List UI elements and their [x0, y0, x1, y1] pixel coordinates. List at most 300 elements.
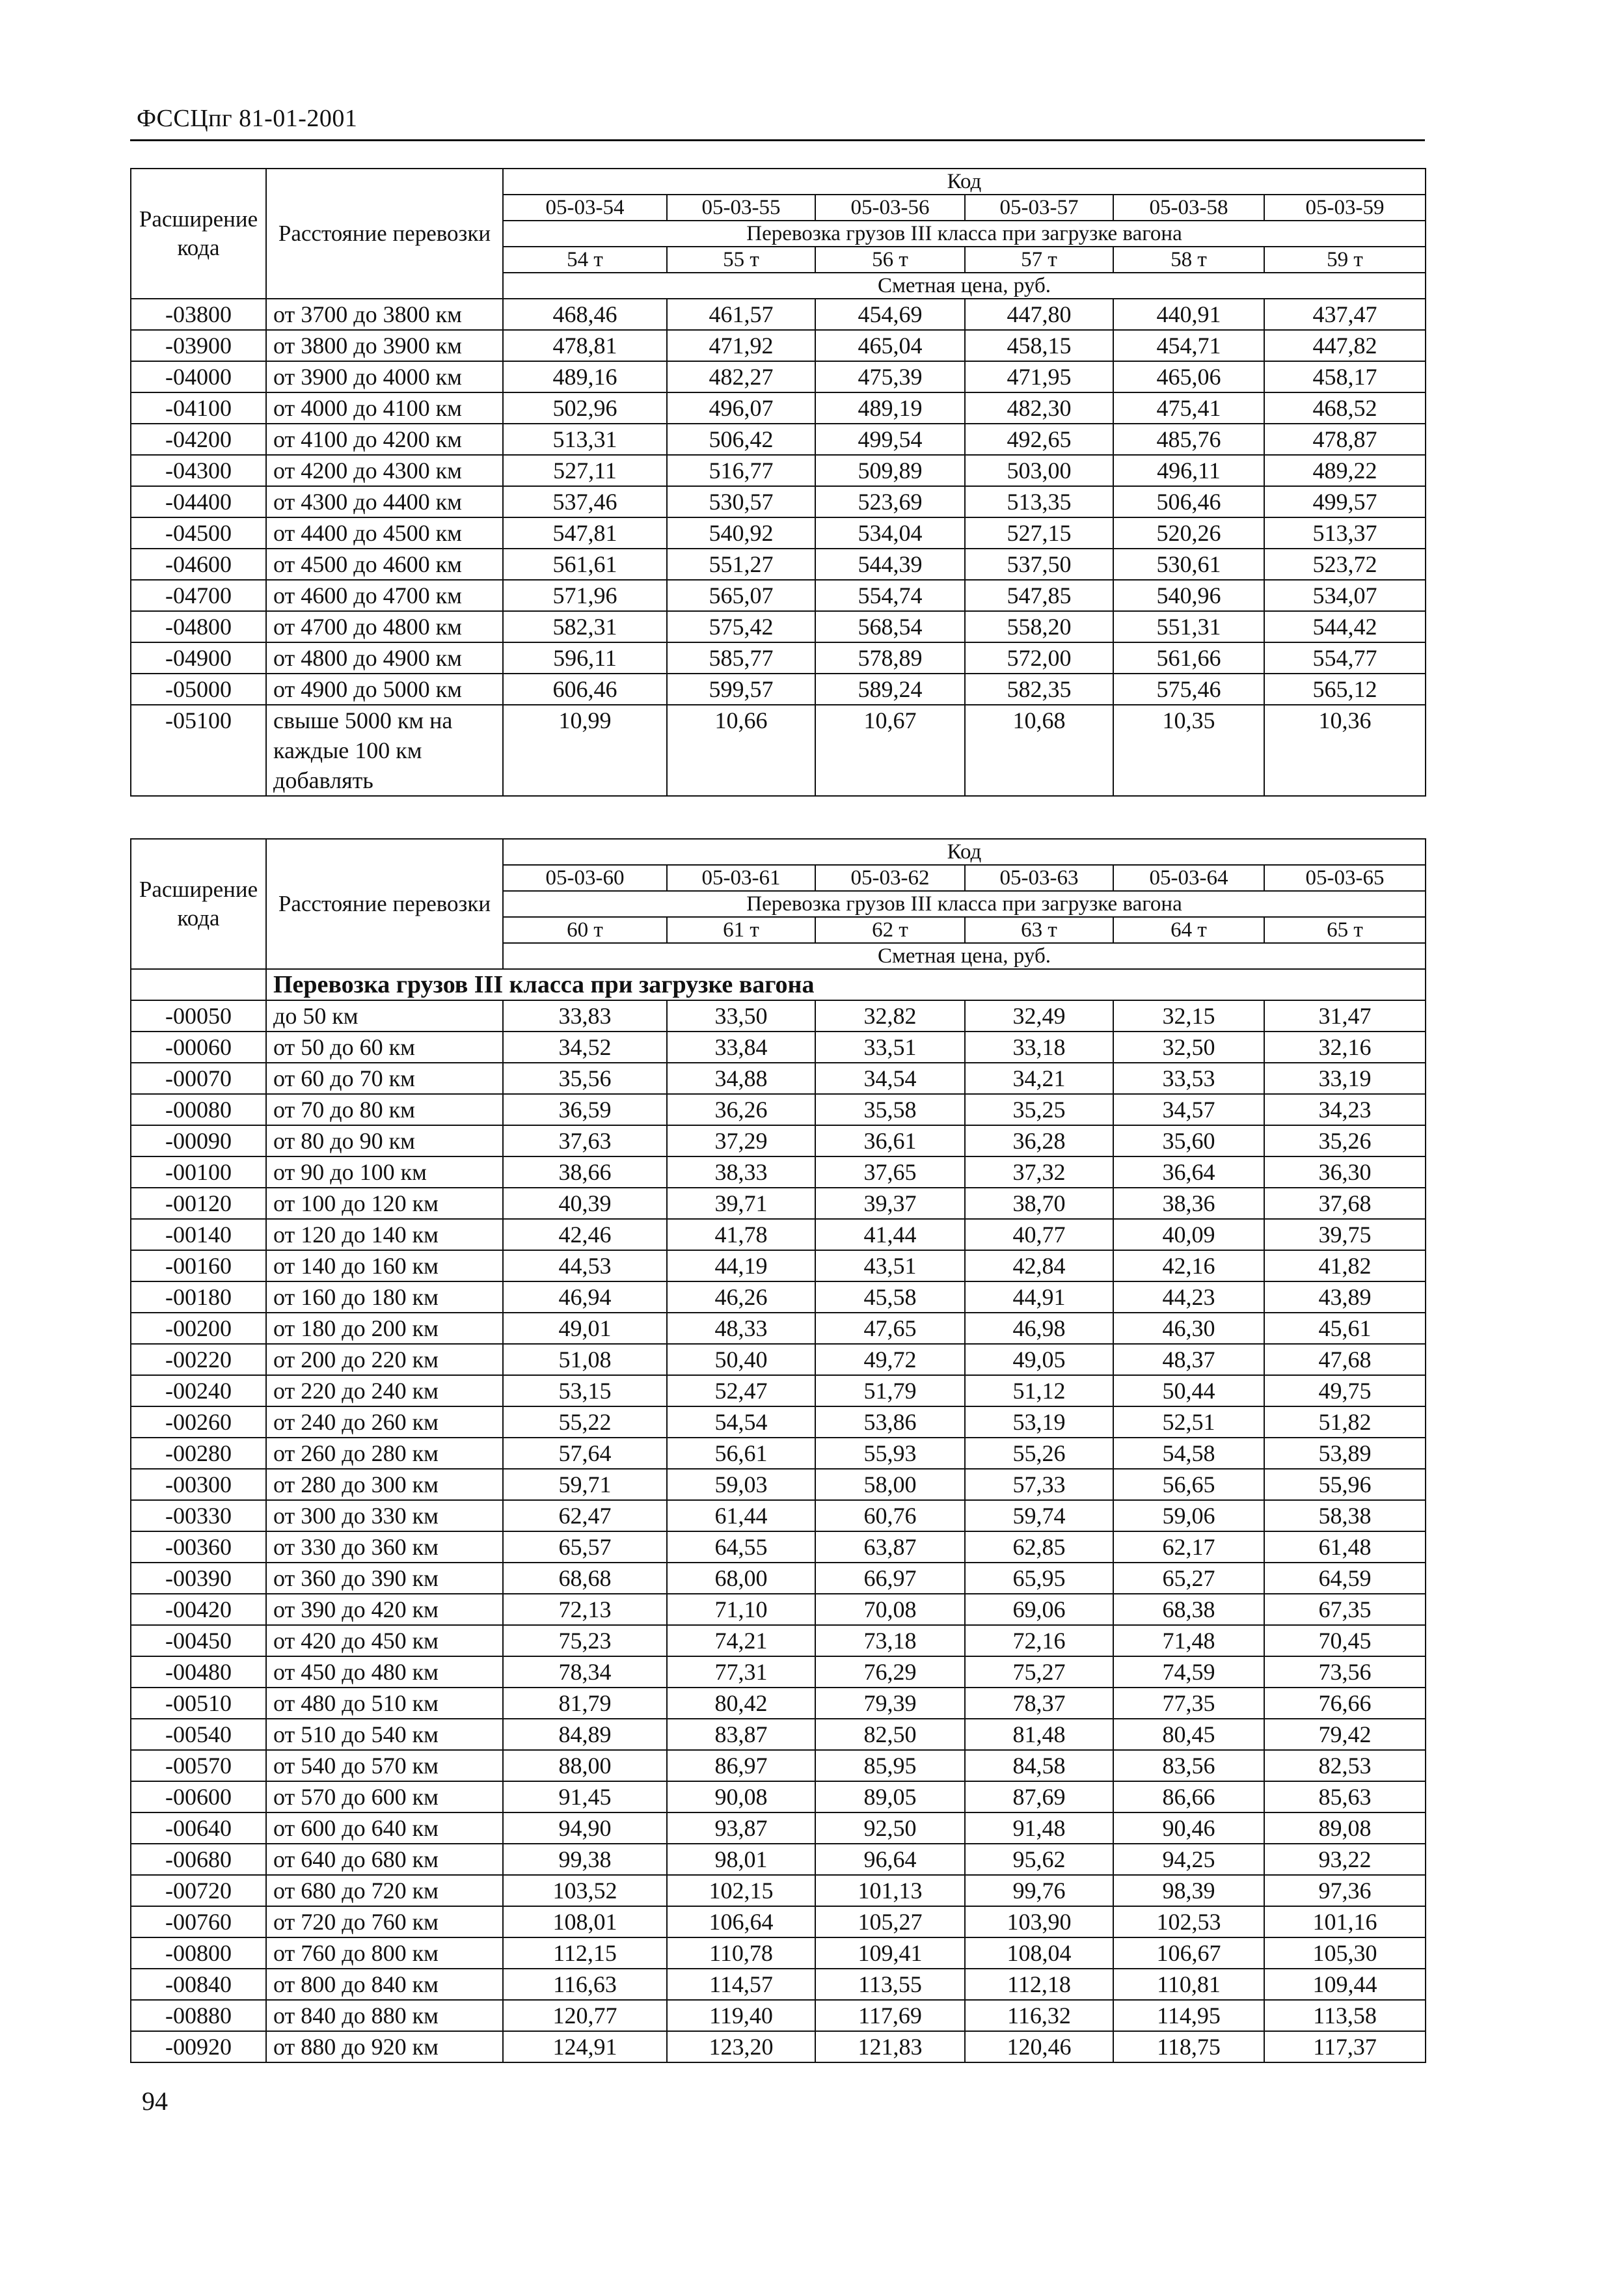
price-cell: 51,12	[965, 1375, 1113, 1406]
price-cell: 537,50	[965, 549, 1113, 580]
price-cell: 101,13	[815, 1875, 965, 1906]
load-header-cell: 64 т	[1113, 917, 1264, 943]
price-cell: 38,70	[965, 1188, 1113, 1219]
row-distance: от 4300 до 4400 км	[266, 486, 503, 517]
price-cell: 582,35	[965, 674, 1113, 705]
price-cell: 38,33	[667, 1156, 815, 1188]
row-code: -00050	[131, 1000, 266, 1032]
table-row	[131, 1156, 1426, 1188]
row-distance: от 80 до 90 км	[266, 1125, 503, 1156]
price-cell: 544,39	[815, 549, 965, 580]
price-cell: 39,75	[1264, 1219, 1426, 1250]
price-cell: 489,16	[503, 361, 667, 392]
price-header: Сметная цена, руб.	[503, 273, 1426, 299]
price-cell: 80,42	[667, 1688, 815, 1719]
price-cell: 471,95	[965, 361, 1113, 392]
price-cell: 91,45	[503, 1781, 667, 1812]
price-cell: 51,82	[1264, 1406, 1426, 1438]
price-cell: 97,36	[1264, 1875, 1426, 1906]
row-distance: от 4600 до 4700 км	[266, 580, 503, 611]
price-cell: 65,27	[1113, 1563, 1264, 1594]
price-cell: 42,16	[1113, 1250, 1264, 1281]
code-header-cell: 05-03-58	[1113, 195, 1264, 221]
row-code: -00120	[131, 1188, 266, 1219]
row-code: -04700	[131, 580, 266, 611]
price-cell: 492,65	[965, 424, 1113, 455]
price-cell: 506,42	[667, 424, 815, 455]
price-cell: 527,11	[503, 455, 667, 486]
row-distance: от 540 до 570 км	[266, 1750, 503, 1781]
price-cell: 98,39	[1113, 1875, 1264, 1906]
price-cell: 599,57	[667, 674, 815, 705]
row-distance: от 240 до 260 км	[266, 1406, 503, 1438]
price-cell: 49,75	[1264, 1375, 1426, 1406]
load-header-cell: 55 т	[667, 247, 815, 273]
price-cell: 530,57	[667, 486, 815, 517]
price-cell: 33,83	[503, 1000, 667, 1032]
row-code: -00330	[131, 1500, 266, 1531]
price-cell: 551,31	[1113, 611, 1264, 642]
row-distance: от 390 до 420 км	[266, 1594, 503, 1625]
table-1-body	[131, 299, 1426, 796]
row-code: -04400	[131, 486, 266, 517]
row-code: -00180	[131, 1281, 266, 1313]
table-2-body	[131, 969, 1426, 2062]
row-distance: от 4700 до 4800 км	[266, 611, 503, 642]
table-row	[131, 1906, 1426, 1937]
price-cell: 33,19	[1264, 1063, 1426, 1094]
row-code: -00760	[131, 1906, 266, 1937]
price-cell: 93,22	[1264, 1844, 1426, 1875]
price-cell: 447,80	[965, 299, 1113, 330]
cargo-header: Перевозка грузов III класса при загрузке вагона	[503, 221, 1426, 247]
price-cell: 105,27	[815, 1906, 965, 1937]
price-cell: 81,79	[503, 1688, 667, 1719]
price-cell: 565,12	[1264, 674, 1426, 705]
table-row	[131, 1688, 1426, 1719]
row-distance: от 3900 до 4000 км	[266, 361, 503, 392]
row-code: -04000	[131, 361, 266, 392]
price-cell: 117,69	[815, 2000, 965, 2031]
price-cell: 561,66	[1113, 642, 1264, 674]
price-cell: 89,05	[815, 1781, 965, 1812]
price-cell: 88,00	[503, 1750, 667, 1781]
price-cell: 99,38	[503, 1844, 667, 1875]
row-distance: от 4200 до 4300 км	[266, 455, 503, 486]
price-cell: 547,81	[503, 517, 667, 549]
price-cell: 91,48	[965, 1812, 1113, 1844]
price-cell: 40,39	[503, 1188, 667, 1219]
price-cell: 112,15	[503, 1937, 667, 1969]
price-cell: 582,31	[503, 611, 667, 642]
table-row	[131, 1344, 1426, 1375]
row-distance: от 600 до 640 км	[266, 1812, 503, 1844]
price-cell: 36,61	[815, 1125, 965, 1156]
price-cell: 57,64	[503, 1438, 667, 1469]
price-cell: 102,15	[667, 1875, 815, 1906]
table-row	[131, 1625, 1426, 1656]
price-cell: 37,29	[667, 1125, 815, 1156]
price-cell: 103,52	[503, 1875, 667, 1906]
price-cell: 53,19	[965, 1406, 1113, 1438]
price-cell: 46,30	[1113, 1313, 1264, 1344]
price-cell: 49,01	[503, 1313, 667, 1344]
price-cell: 101,16	[1264, 1906, 1426, 1937]
code-header-cell: 05-03-63	[965, 865, 1113, 891]
price-cell: 36,59	[503, 1094, 667, 1125]
row-distance: от 330 до 360 км	[266, 1531, 503, 1563]
price-cell: 78,34	[503, 1656, 667, 1688]
price-cell: 10,68	[965, 705, 1113, 796]
price-cell: 120,77	[503, 2000, 667, 2031]
price-cell: 41,82	[1264, 1250, 1426, 1281]
price-cell: 47,65	[815, 1313, 965, 1344]
price-cell: 61,48	[1264, 1531, 1426, 1563]
code-header-cell: 05-03-59	[1264, 195, 1426, 221]
price-cell: 10,99	[503, 705, 667, 796]
price-cell: 86,97	[667, 1750, 815, 1781]
code-header-cell: 05-03-55	[667, 195, 815, 221]
price-cell: 83,87	[667, 1719, 815, 1750]
price-cell: 509,89	[815, 455, 965, 486]
row-code: -00220	[131, 1344, 266, 1375]
price-cell: 558,20	[965, 611, 1113, 642]
price-cell: 46,94	[503, 1281, 667, 1313]
row-distance: от 4900 до 5000 км	[266, 674, 503, 705]
table-row	[131, 1032, 1426, 1063]
price-cell: 35,58	[815, 1094, 965, 1125]
price-cell: 61,44	[667, 1500, 815, 1531]
price-cell: 568,54	[815, 611, 965, 642]
load-header-cell: 57 т	[965, 247, 1113, 273]
price-cell: 64,59	[1264, 1563, 1426, 1594]
price-cell: 95,62	[965, 1844, 1113, 1875]
price-cell: 55,26	[965, 1438, 1113, 1469]
row-distance: от 4000 до 4100 км	[266, 392, 503, 424]
price-cell: 50,40	[667, 1344, 815, 1375]
row-code: -00280	[131, 1438, 266, 1469]
price-cell: 575,46	[1113, 674, 1264, 705]
row-code: -05100	[131, 705, 266, 796]
price-cell: 123,20	[667, 2031, 815, 2062]
row-code: -04900	[131, 642, 266, 674]
price-cell: 468,46	[503, 299, 667, 330]
code-header-cell: 05-03-64	[1113, 865, 1264, 891]
price-cell: 87,69	[965, 1781, 1113, 1812]
price-cell: 482,27	[667, 361, 815, 392]
price-cell: 606,46	[503, 674, 667, 705]
price-cell: 540,92	[667, 517, 815, 549]
price-cell: 78,37	[965, 1688, 1113, 1719]
price-cell: 32,49	[965, 1000, 1113, 1032]
price-cell: 534,04	[815, 517, 965, 549]
price-cell: 589,24	[815, 674, 965, 705]
price-cell: 53,15	[503, 1375, 667, 1406]
price-cell: 35,25	[965, 1094, 1113, 1125]
price-cell: 454,71	[1113, 330, 1264, 361]
row-distance: от 260 до 280 км	[266, 1438, 503, 1469]
price-cell: 109,44	[1264, 1969, 1426, 2000]
table-row	[131, 1531, 1426, 1563]
price-cell: 34,54	[815, 1063, 965, 1094]
price-cell: 520,26	[1113, 517, 1264, 549]
price-cell: 79,42	[1264, 1719, 1426, 1750]
price-cell: 36,30	[1264, 1156, 1426, 1188]
price-cell: 461,57	[667, 299, 815, 330]
load-header-cell: 59 т	[1264, 247, 1426, 273]
code-header-cell: 05-03-60	[503, 865, 667, 891]
price-cell: 110,78	[667, 1937, 815, 1969]
price-cell: 513,31	[503, 424, 667, 455]
table-row	[131, 611, 1426, 642]
price-cell: 65,95	[965, 1563, 1113, 1594]
price-cell: 530,61	[1113, 549, 1264, 580]
price-cell: 58,38	[1264, 1500, 1426, 1531]
price-cell: 54,58	[1113, 1438, 1264, 1469]
price-cell: 554,77	[1264, 642, 1426, 674]
price-cell: 499,57	[1264, 486, 1426, 517]
price-cell: 60,76	[815, 1500, 965, 1531]
price-cell: 52,51	[1113, 1406, 1264, 1438]
price-cell: 49,05	[965, 1344, 1113, 1375]
row-distance: от 4800 до 4900 км	[266, 642, 503, 674]
row-distance: свыше 5000 км на каждые 100 км добавлять	[266, 705, 503, 796]
price-cell: 33,50	[667, 1000, 815, 1032]
table-row	[131, 1000, 1426, 1032]
table-row	[131, 1594, 1426, 1625]
row-code: -00360	[131, 1531, 266, 1563]
row-code: -00450	[131, 1625, 266, 1656]
table-row	[131, 642, 1426, 674]
price-cell: 35,26	[1264, 1125, 1426, 1156]
price-cell: 55,22	[503, 1406, 667, 1438]
price-cell: 523,69	[815, 486, 965, 517]
distance-header: Расстояние перевозки	[266, 839, 503, 969]
row-distance: от 120 до 140 км	[266, 1219, 503, 1250]
row-code: -00600	[131, 1781, 266, 1812]
price-cell: 71,10	[667, 1594, 815, 1625]
code-header-cell: 05-03-65	[1264, 865, 1426, 891]
row-distance: от 4400 до 4500 км	[266, 517, 503, 549]
row-distance: от 360 до 390 км	[266, 1563, 503, 1594]
price-cell: 68,68	[503, 1563, 667, 1594]
table-row	[131, 580, 1426, 611]
price-cell: 575,42	[667, 611, 815, 642]
price-cell: 116,63	[503, 1969, 667, 2000]
price-cell: 71,48	[1113, 1625, 1264, 1656]
price-cell: 38,66	[503, 1156, 667, 1188]
row-distance: от 90 до 100 км	[266, 1156, 503, 1188]
row-distance: от 140 до 160 км	[266, 1250, 503, 1281]
price-cell: 33,18	[965, 1032, 1113, 1063]
row-code: -04800	[131, 611, 266, 642]
price-cell: 503,00	[965, 455, 1113, 486]
table-row	[131, 1094, 1426, 1125]
price-cell: 70,08	[815, 1594, 965, 1625]
price-cell: 106,64	[667, 1906, 815, 1937]
price-cell: 77,31	[667, 1656, 815, 1688]
price-cell: 32,50	[1113, 1032, 1264, 1063]
table-row	[131, 517, 1426, 549]
price-cell: 33,51	[815, 1032, 965, 1063]
price-cell: 10,66	[667, 705, 815, 796]
price-cell: 585,77	[667, 642, 815, 674]
price-cell: 38,36	[1113, 1188, 1264, 1219]
price-cell: 40,77	[965, 1219, 1113, 1250]
price-header: Сметная цена, руб.	[503, 943, 1426, 969]
price-cell: 116,32	[965, 2000, 1113, 2031]
price-cell: 67,35	[1264, 1594, 1426, 1625]
ext-code-header: Расширение кода	[131, 169, 266, 299]
price-cell: 48,37	[1113, 1344, 1264, 1375]
price-cell: 10,36	[1264, 705, 1426, 796]
price-cell: 32,15	[1113, 1000, 1264, 1032]
price-cell: 32,16	[1264, 1032, 1426, 1063]
table-row	[131, 1875, 1426, 1906]
price-cell: 572,00	[965, 642, 1113, 674]
price-cell: 94,90	[503, 1812, 667, 1844]
price-cell: 482,30	[965, 392, 1113, 424]
price-cell: 89,08	[1264, 1812, 1426, 1844]
price-cell: 85,95	[815, 1750, 965, 1781]
price-cell: 485,76	[1113, 424, 1264, 455]
row-code: -00390	[131, 1563, 266, 1594]
table-row	[131, 1250, 1426, 1281]
price-cell: 72,13	[503, 1594, 667, 1625]
price-cell: 54,54	[667, 1406, 815, 1438]
price-cell: 53,89	[1264, 1438, 1426, 1469]
price-cell: 39,71	[667, 1188, 815, 1219]
row-code: -00720	[131, 1875, 266, 1906]
price-cell: 59,03	[667, 1469, 815, 1500]
table-row	[131, 1656, 1426, 1688]
price-cell: 105,30	[1264, 1937, 1426, 1969]
price-cell: 120,46	[965, 2031, 1113, 2062]
row-distance: от 450 до 480 км	[266, 1656, 503, 1688]
row-code: -00920	[131, 2031, 266, 2062]
price-cell: 10,35	[1113, 705, 1264, 796]
price-cell: 84,58	[965, 1750, 1113, 1781]
price-cell: 50,44	[1113, 1375, 1264, 1406]
price-cell: 58,00	[815, 1469, 965, 1500]
table-row	[131, 1469, 1426, 1500]
kod-header: Код	[503, 839, 1426, 865]
price-cell: 496,07	[667, 392, 815, 424]
price-cell: 458,17	[1264, 361, 1426, 392]
price-cell: 110,81	[1113, 1969, 1264, 2000]
price-cell: 478,81	[503, 330, 667, 361]
price-cell: 90,08	[667, 1781, 815, 1812]
load-header-cell: 58 т	[1113, 247, 1264, 273]
row-distance: от 200 до 220 км	[266, 1344, 503, 1375]
row-distance: от 800 до 840 км	[266, 1969, 503, 2000]
row-distance: от 180 до 200 км	[266, 1313, 503, 1344]
price-cell: 45,61	[1264, 1313, 1426, 1344]
row-distance: от 3800 до 3900 км	[266, 330, 503, 361]
row-distance: от 100 до 120 км	[266, 1188, 503, 1219]
row-code: -04600	[131, 549, 266, 580]
cargo-header: Перевозка грузов III класса при загрузке вагона	[503, 891, 1426, 917]
price-cell: 458,15	[965, 330, 1113, 361]
price-cell: 121,83	[815, 2031, 965, 2062]
row-distance: до 50 км	[266, 1000, 503, 1032]
table-row	[131, 361, 1426, 392]
row-code: -00090	[131, 1125, 266, 1156]
price-cell: 73,18	[815, 1625, 965, 1656]
price-cell: 68,38	[1113, 1594, 1264, 1625]
price-cell: 114,57	[667, 1969, 815, 2000]
price-cell: 62,47	[503, 1500, 667, 1531]
price-cell: 544,42	[1264, 611, 1426, 642]
price-cell: 596,11	[503, 642, 667, 674]
header-rule	[130, 139, 1425, 141]
price-cell: 98,01	[667, 1844, 815, 1875]
table-row	[131, 1563, 1426, 1594]
price-cell: 475,41	[1113, 392, 1264, 424]
page-number: 94	[142, 2086, 168, 2116]
price-cell: 454,69	[815, 299, 965, 330]
price-cell: 83,56	[1113, 1750, 1264, 1781]
row-distance: от 60 до 70 км	[266, 1063, 503, 1094]
price-cell: 113,58	[1264, 2000, 1426, 2031]
table-row	[131, 392, 1426, 424]
load-header-cell: 62 т	[815, 917, 965, 943]
row-distance: от 50 до 60 км	[266, 1032, 503, 1063]
price-cell: 85,63	[1264, 1781, 1426, 1812]
price-cell: 48,33	[667, 1313, 815, 1344]
price-cell: 59,71	[503, 1469, 667, 1500]
table-row	[131, 330, 1426, 361]
price-cell: 37,65	[815, 1156, 965, 1188]
row-distance: от 420 до 450 км	[266, 1625, 503, 1656]
row-code: -00260	[131, 1406, 266, 1438]
price-cell: 124,91	[503, 2031, 667, 2062]
kod-header: Код	[503, 169, 1426, 195]
code-header-cell: 05-03-61	[667, 865, 815, 891]
row-code: -00200	[131, 1313, 266, 1344]
price-cell: 56,65	[1113, 1469, 1264, 1500]
price-cell: 32,82	[815, 1000, 965, 1032]
row-code: -00140	[131, 1219, 266, 1250]
table-row	[131, 1188, 1426, 1219]
row-distance: от 640 до 680 км	[266, 1844, 503, 1875]
price-cell: 578,89	[815, 642, 965, 674]
price-cell: 561,61	[503, 549, 667, 580]
row-code: -04500	[131, 517, 266, 549]
price-cell: 73,56	[1264, 1656, 1426, 1688]
price-cell: 103,90	[965, 1906, 1113, 1937]
table-row-extra	[131, 705, 1426, 796]
price-cell: 56,61	[667, 1438, 815, 1469]
price-cell: 513,37	[1264, 517, 1426, 549]
row-distance: от 840 до 880 км	[266, 2000, 503, 2031]
price-cell: 465,04	[815, 330, 965, 361]
code-header-cell: 05-03-54	[503, 195, 667, 221]
price-cell: 565,07	[667, 580, 815, 611]
code-header-cell: 05-03-57	[965, 195, 1113, 221]
price-cell: 118,75	[1113, 2031, 1264, 2062]
table-row	[131, 1438, 1426, 1469]
price-cell: 119,40	[667, 2000, 815, 2031]
table-row	[131, 1313, 1426, 1344]
table-row	[131, 1937, 1426, 1969]
price-cell: 86,66	[1113, 1781, 1264, 1812]
row-code: -00680	[131, 1844, 266, 1875]
row-distance: от 760 до 800 км	[266, 1937, 503, 1969]
price-cell: 41,44	[815, 1219, 965, 1250]
price-cell: 31,47	[1264, 1000, 1426, 1032]
row-code: -00070	[131, 1063, 266, 1094]
